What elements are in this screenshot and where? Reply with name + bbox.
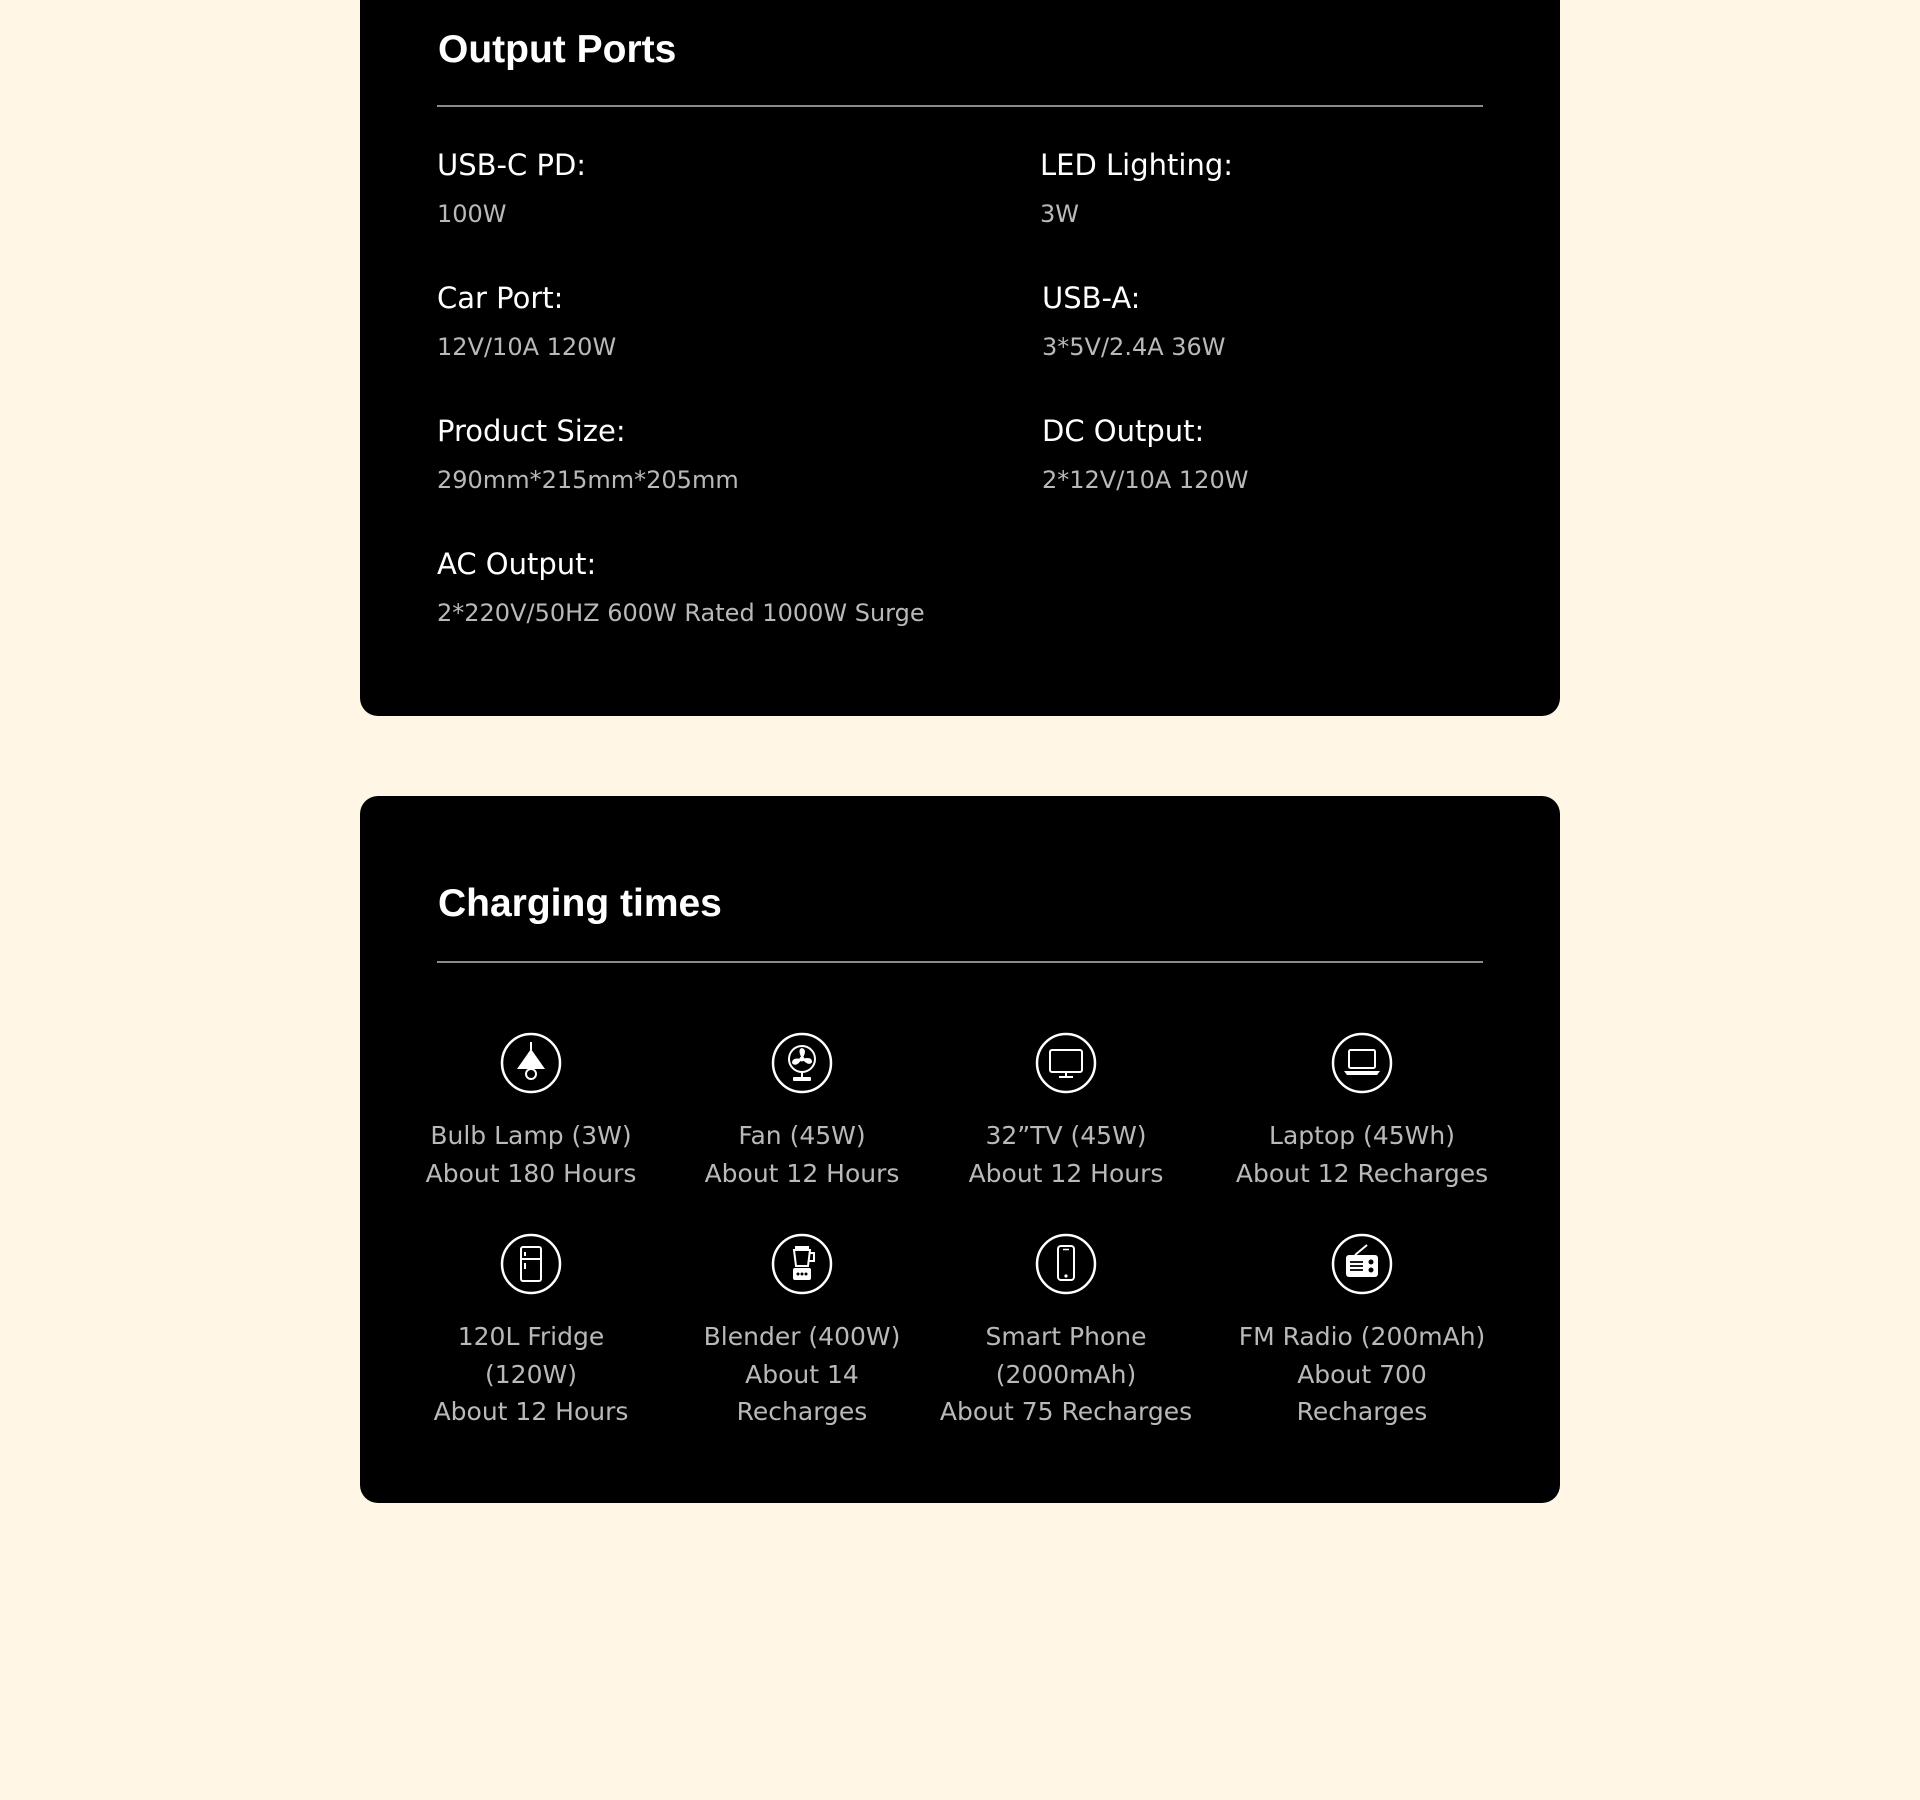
spec-value: 2*220V/50HZ 600W Rated 1000W Surge	[437, 599, 925, 627]
spec-value: 100W	[437, 200, 507, 228]
appliance-line: About 700	[1297, 1359, 1427, 1389]
spec-label: Car Port:	[437, 281, 564, 315]
spec-label: LED Lighting:	[1040, 148, 1234, 182]
appliance-laptop	[1232, 1032, 1492, 1192]
appliance-line: About 12 Hours	[433, 1397, 629, 1426]
output-ports-divider	[437, 105, 1483, 107]
appliance-line: Recharges	[736, 1397, 868, 1426]
appliance-line: Recharges	[1296, 1397, 1428, 1426]
spec-usb-a	[1042, 281, 1602, 361]
appliance-line: 120L Fridge	[457, 1322, 605, 1351]
appliance-line: About 12 Recharges	[1235, 1158, 1489, 1188]
appliance-fan	[672, 1032, 932, 1192]
laptop-icon	[1331, 1032, 1393, 1094]
appliance-line: FM Radio (200mAh)	[1238, 1322, 1486, 1351]
appliance-fridge	[401, 1233, 661, 1431]
spec-car-port	[437, 281, 997, 361]
appliance-line: 32”TV (45W)	[985, 1121, 1147, 1150]
appliance-line: About 12 Hours	[704, 1158, 900, 1188]
smartphone-icon	[1035, 1233, 1097, 1295]
spec-product-size	[437, 414, 997, 494]
appliance-line: Bulb Lamp (3W)	[430, 1121, 632, 1150]
appliance-line: Smart Phone	[985, 1322, 1147, 1351]
spec-label: USB-A:	[1042, 281, 1141, 315]
appliance-bulb-lamp	[401, 1032, 661, 1192]
appliance-line: About 180 Hours	[425, 1158, 637, 1188]
spec-usb-c-pd	[437, 148, 997, 228]
spec-value: 12V/10A 120W	[437, 333, 617, 361]
bulb-lamp-icon	[500, 1032, 562, 1094]
charging-times-title: Charging times	[438, 882, 722, 925]
appliance-blender	[672, 1233, 932, 1431]
spec-value: 3*5V/2.4A 36W	[1042, 333, 1226, 361]
fridge-icon	[500, 1233, 562, 1295]
blender-icon	[771, 1233, 833, 1295]
tv-icon	[1035, 1032, 1097, 1094]
appliance-smartphone	[936, 1233, 1196, 1431]
appliance-line: About 12 Hours	[968, 1158, 1164, 1188]
output-ports-card	[360, 0, 1560, 716]
appliance-line: (2000mAh)	[995, 1359, 1137, 1389]
appliance-line: Blender (400W)	[703, 1322, 901, 1351]
appliance-line: Fan (45W)	[738, 1121, 866, 1150]
spec-label: DC Output:	[1042, 414, 1205, 448]
appliance-line: About 75 Recharges	[939, 1397, 1193, 1426]
spec-label: USB-C PD:	[437, 148, 587, 182]
spec-label: AC Output:	[437, 547, 597, 581]
spec-label: Product Size:	[437, 414, 626, 448]
radio-icon	[1331, 1233, 1393, 1295]
appliance-radio	[1232, 1233, 1492, 1431]
spec-ac-output	[437, 547, 997, 627]
charging-times-card	[360, 796, 1560, 1503]
charging-times-divider	[437, 961, 1483, 963]
output-ports-title: Output Ports	[438, 28, 677, 71]
appliance-line: (120W)	[485, 1359, 577, 1389]
spec-dc-output	[1042, 414, 1602, 494]
spec-led-lighting	[1040, 148, 1600, 228]
spec-value: 290mm*215mm*205mm	[437, 466, 739, 494]
spec-value: 2*12V/10A 120W	[1042, 466, 1249, 494]
appliance-line: Laptop (45Wh)	[1269, 1121, 1455, 1150]
fan-icon	[771, 1032, 833, 1094]
spec-value: 3W	[1040, 200, 1079, 228]
appliance-line: About 14	[745, 1359, 859, 1389]
appliance-tv	[936, 1032, 1196, 1192]
